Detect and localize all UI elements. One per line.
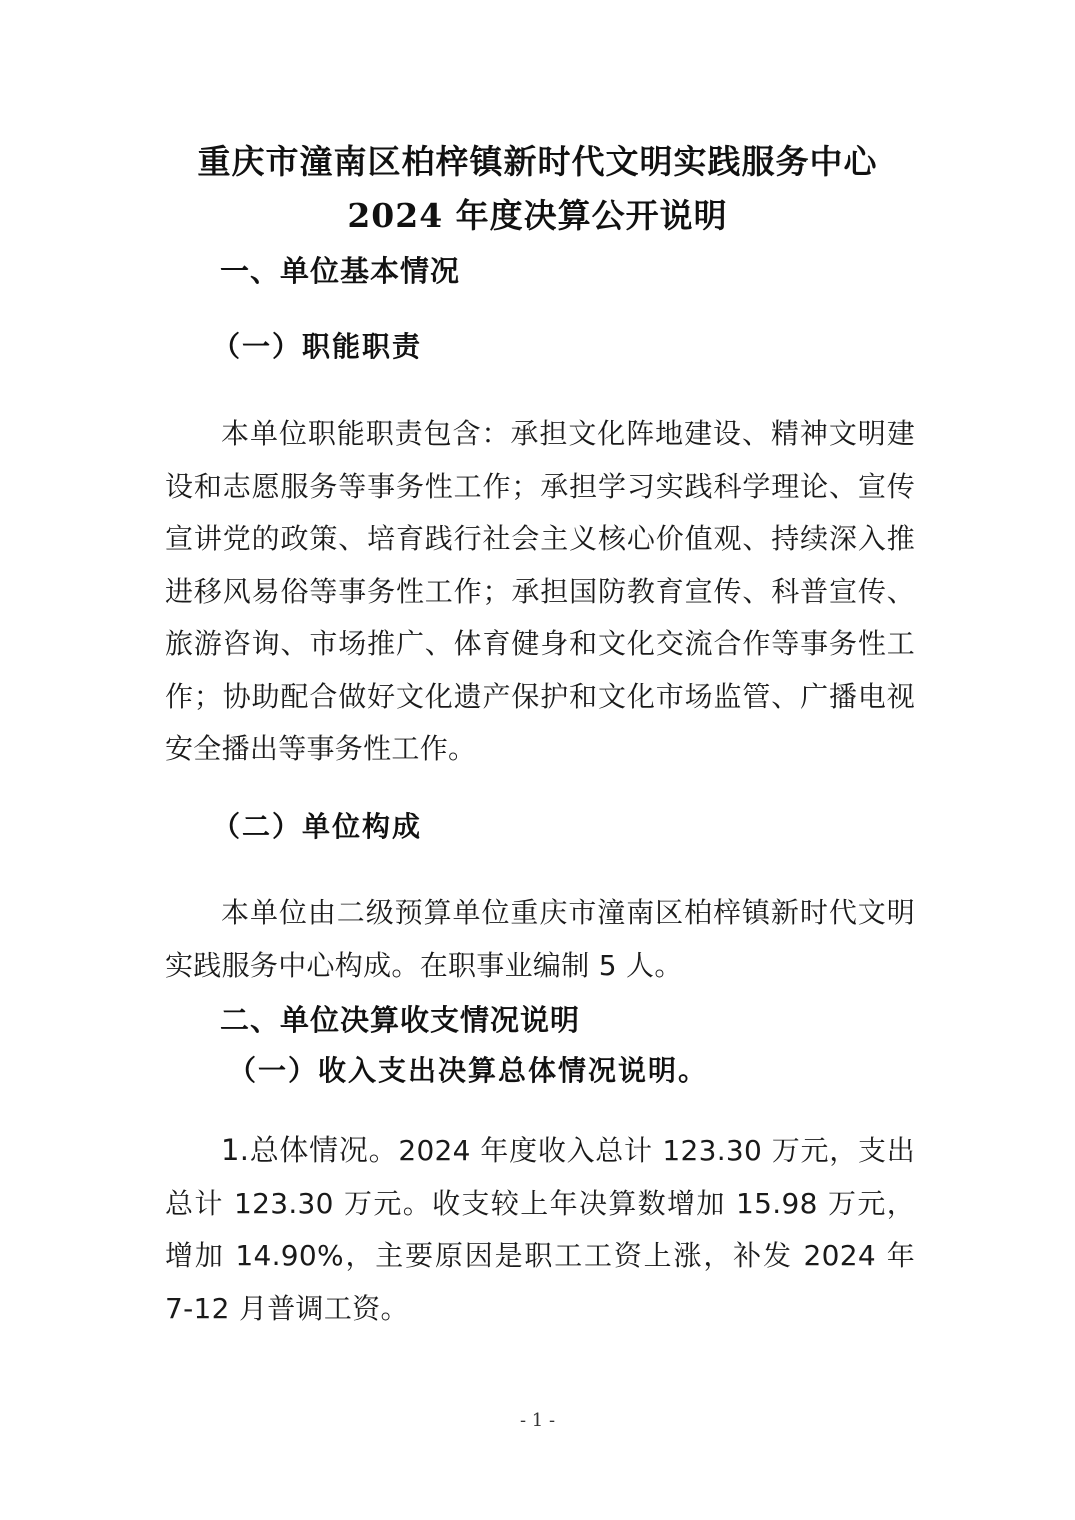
page-number: - 1 -: [519, 1410, 556, 1431]
paragraph-composition: 本单位由二级预算单位重庆市潼南区柏梓镇新时代文明实践服务中心构成。在职事业编制 5 人。: [165, 896, 915, 982]
overall-lead-text: 1.总体情况。: [221, 1133, 399, 1167]
document-title-line2: 2024 年度决算公开说明: [347, 196, 728, 235]
paragraph-duties: 本单位职能职责包含：承担文化阵地建设、精神文明建设和志愿服务等事务性工作；承担学习实践科学理论、宣传宣讲党的政策、培育践行社会主义核心价值观、持续深入推进移风易俗等事务性工作；承担国防教育宣传、科普宣传、旅游咨询、市场推广、体育健身和文化交流合作等事务性工作；协助配合做好文化遗产保护和文化市场监管、广播电视安全播出等事务性工作。: [165, 417, 915, 765]
section-heading-basic-info: 一、单位基本情况: [220, 254, 461, 288]
overall-body-text: 2024 年度收入总计 123.30 万元，支出总计 123.30 万元。收支较上年决算数增加 15.98 万元，增加 14.90%，主要原因是职工工资上涨，补发 2024 年 7-12 月普调工资。: [165, 1134, 915, 1325]
document-title-line1: 重庆市潼南区柏梓镇新时代文明实践服务中心: [197, 142, 878, 181]
subsection-heading-income-expense: （一）收入支出决算总体情况说明。: [228, 1054, 709, 1087]
paragraph-overall: [165, 1124, 915, 1335]
section-heading-budget: 二、单位决算收支情况说明: [220, 1003, 581, 1037]
subsection-heading-composition: （二）单位构成: [212, 810, 423, 843]
subsection-heading-duties: （一）职能职责: [212, 330, 423, 363]
